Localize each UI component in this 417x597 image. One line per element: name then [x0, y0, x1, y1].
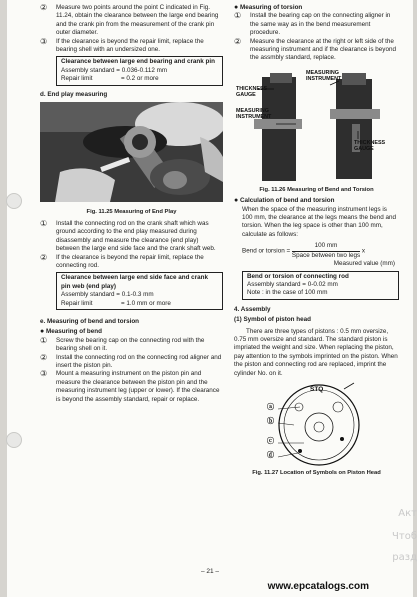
formula-numerator: 100 mm — [292, 242, 360, 251]
step-number: ③ — [40, 369, 48, 379]
formula-fraction — [292, 242, 360, 260]
step-text: Measure two points around the point C indicated in Fig. 11.24, obtain the clearance between the large end bearing and the crank pin from the measurement of the crank pin outer diameter. — [56, 4, 219, 37]
piston-marker-b: ⓑ — [267, 417, 274, 425]
piston-stamp-text: STQ — [310, 385, 324, 393]
piston-marker-c: ⓒ — [267, 437, 274, 445]
manual-page — [7, 0, 413, 597]
torsion-heading: ● Measuring of torsion — [234, 4, 303, 11]
end-play-step-2 — [40, 254, 223, 271]
piston-text: There are three types of pistons : 0.5 mm oversize, 0.75 mm oversize and standard. The standard piston is impriated the weight and size. When replacing the piston, pay attention to the symbols imprinted on the piston. When the piston and connecting rod are replaced, imprint the cylinder No. on it. — [234, 327, 398, 377]
right-column — [234, 4, 399, 480]
step-text: Install the connecting rod on the connecting rod aligner and insert the piston pin. — [56, 353, 222, 369]
step-number: ② — [40, 252, 48, 262]
step-number: ① — [40, 218, 48, 228]
calc-text: When the space of the measuring instrument legs is 100 mm, the clearance at the legs means the bend and torsion. When the leg space is other than 100 mm, calculate as follows: — [242, 205, 397, 238]
step-number: ① — [40, 335, 48, 345]
spec-repair-limit: Repair limit = 1.0 mm or more — [61, 299, 171, 307]
torsion-step-2 — [234, 38, 399, 63]
watermark-line-3: разд — [392, 552, 417, 563]
figure-11-27-caption: Fig. 11.27 Location of Symbols on Piston Head — [252, 469, 381, 476]
step-number: ① — [234, 11, 242, 21]
section-heading-d: d. End play measuring — [40, 90, 108, 98]
piston-marker-d: ⓓ — [267, 451, 274, 459]
label-thickness-gauge-2: THICKNESS GAUGE — [354, 139, 386, 152]
left-column — [40, 4, 223, 404]
section-heading-4-1: (1) Symbol of piston head — [234, 316, 311, 324]
spec-note: Note : in the case of 100 mm — [247, 289, 328, 297]
spec-box-bend-torsion — [242, 271, 399, 300]
torsion-step-1 — [234, 12, 399, 37]
step-number: ③ — [40, 36, 48, 46]
section-heading-4: 4. Assembly — [234, 305, 271, 313]
bend-step-3 — [40, 370, 223, 404]
binder-hole-top — [6, 193, 22, 209]
label-measuring-instrument-1: MEASURING INSTRUMENT — [306, 69, 342, 82]
page-number: – 21 – — [200, 568, 220, 575]
step-text: Measure the clearance at the right or left side of the measuring instrument and if the clearance is beyond the assmbly standard, replace. — [250, 37, 396, 62]
step-2 — [40, 4, 223, 38]
binder-hole-bottom — [6, 432, 22, 448]
formula-times: x — [361, 247, 366, 255]
bend-heading: ● Measuring of bend — [40, 328, 102, 336]
step-text: If the clearance is beyond the repair limit, replace the bearing shell with an undersized one. — [56, 37, 204, 54]
step-text: Mount a measuring instrument on the piston pin and measure the clearance between the piston pin and the measuring instrument leg (upper or lower). If the clearance is beyond the assembly standard, repair or replace. — [56, 370, 220, 403]
spec-assembly-standard: Assembly standard = 0.1-0.3 mm — [61, 291, 154, 299]
spec-repair-limit: Repair limit = 0.2 or more — [61, 75, 159, 83]
calc-heading: ● Calculation of bend and torsion — [234, 197, 335, 205]
spec-box-title: Bend or torsion of connecting rod — [247, 272, 349, 280]
step-number: ② — [40, 3, 48, 12]
step-number: ② — [234, 36, 242, 46]
spec-box-end-play — [56, 272, 223, 310]
figure-11-27-diagram — [234, 381, 399, 467]
spec-box-bearing-clearance — [56, 56, 223, 85]
step-text: Screw the bearing cap on the connecting rod with the bearing shell on it. — [56, 336, 205, 353]
end-play-step-1 — [40, 220, 223, 254]
bullet-icon: ● — [40, 328, 45, 336]
bullet-icon: ● — [234, 197, 239, 205]
formula-tail: Measured value (mm) — [333, 260, 395, 268]
spec-assembly-standard: Assembly standard = 0-0.02 mm — [247, 280, 338, 288]
bend-step-1 — [40, 337, 223, 354]
formula-denominator: Space between two legs — [291, 251, 361, 259]
figure-11-26-photo — [234, 69, 399, 183]
watermark-line-1: Акт — [398, 508, 417, 519]
piston-marker-a: ⓐ — [267, 403, 274, 411]
figure-11-25-caption: Fig. 11.25 Measuring of End Play — [86, 209, 177, 216]
step-3 — [40, 38, 223, 55]
spec-box-title: Clearance between large end bearing and crank pin — [61, 58, 215, 66]
step-text: Install the bearing cap on the connecting aligner in the same way as in the bend measurement procedure. — [250, 12, 391, 37]
formula — [242, 242, 399, 260]
step-text: If the clearance is beyond the repair limit, replace the connecting rod. — [56, 253, 204, 269]
bend-step-2 — [40, 354, 223, 371]
end-play-photo — [40, 102, 223, 202]
site-url[interactable]: www.epcatalogs.com — [267, 581, 369, 592]
section-heading-e: e. Measuring of bend and torsion — [40, 317, 140, 325]
watermark-line-2: Чтоб — [392, 531, 417, 542]
step-number: ② — [40, 352, 48, 362]
spec-assembly-standard: Assembly standard = 0.036-0.112 mm — [61, 66, 168, 74]
figure-11-26-caption: Fig. 11.26 Measuring of Bend and Torsion — [259, 186, 374, 193]
piston-head-diagram — [234, 381, 399, 467]
step-text: Install the connecting rod on the crank shaft which was ground according to the end play measured during disassembly and measure the clearance (end play) between the large end side face and the crank shaft web. — [56, 219, 216, 253]
figure-11-25-photo — [40, 102, 223, 205]
bullet-icon: ● — [234, 4, 239, 11]
spec-box-title: Clearance between large end side face and crank pin web (end play) — [61, 274, 208, 290]
label-thickness-gauge-1: THICKNESS GAUGE — [236, 85, 268, 98]
label-measuring-instrument-2: MEASURING INSTRUMENT — [236, 107, 272, 120]
formula-lhs: Bend or torsion = — [242, 247, 291, 255]
